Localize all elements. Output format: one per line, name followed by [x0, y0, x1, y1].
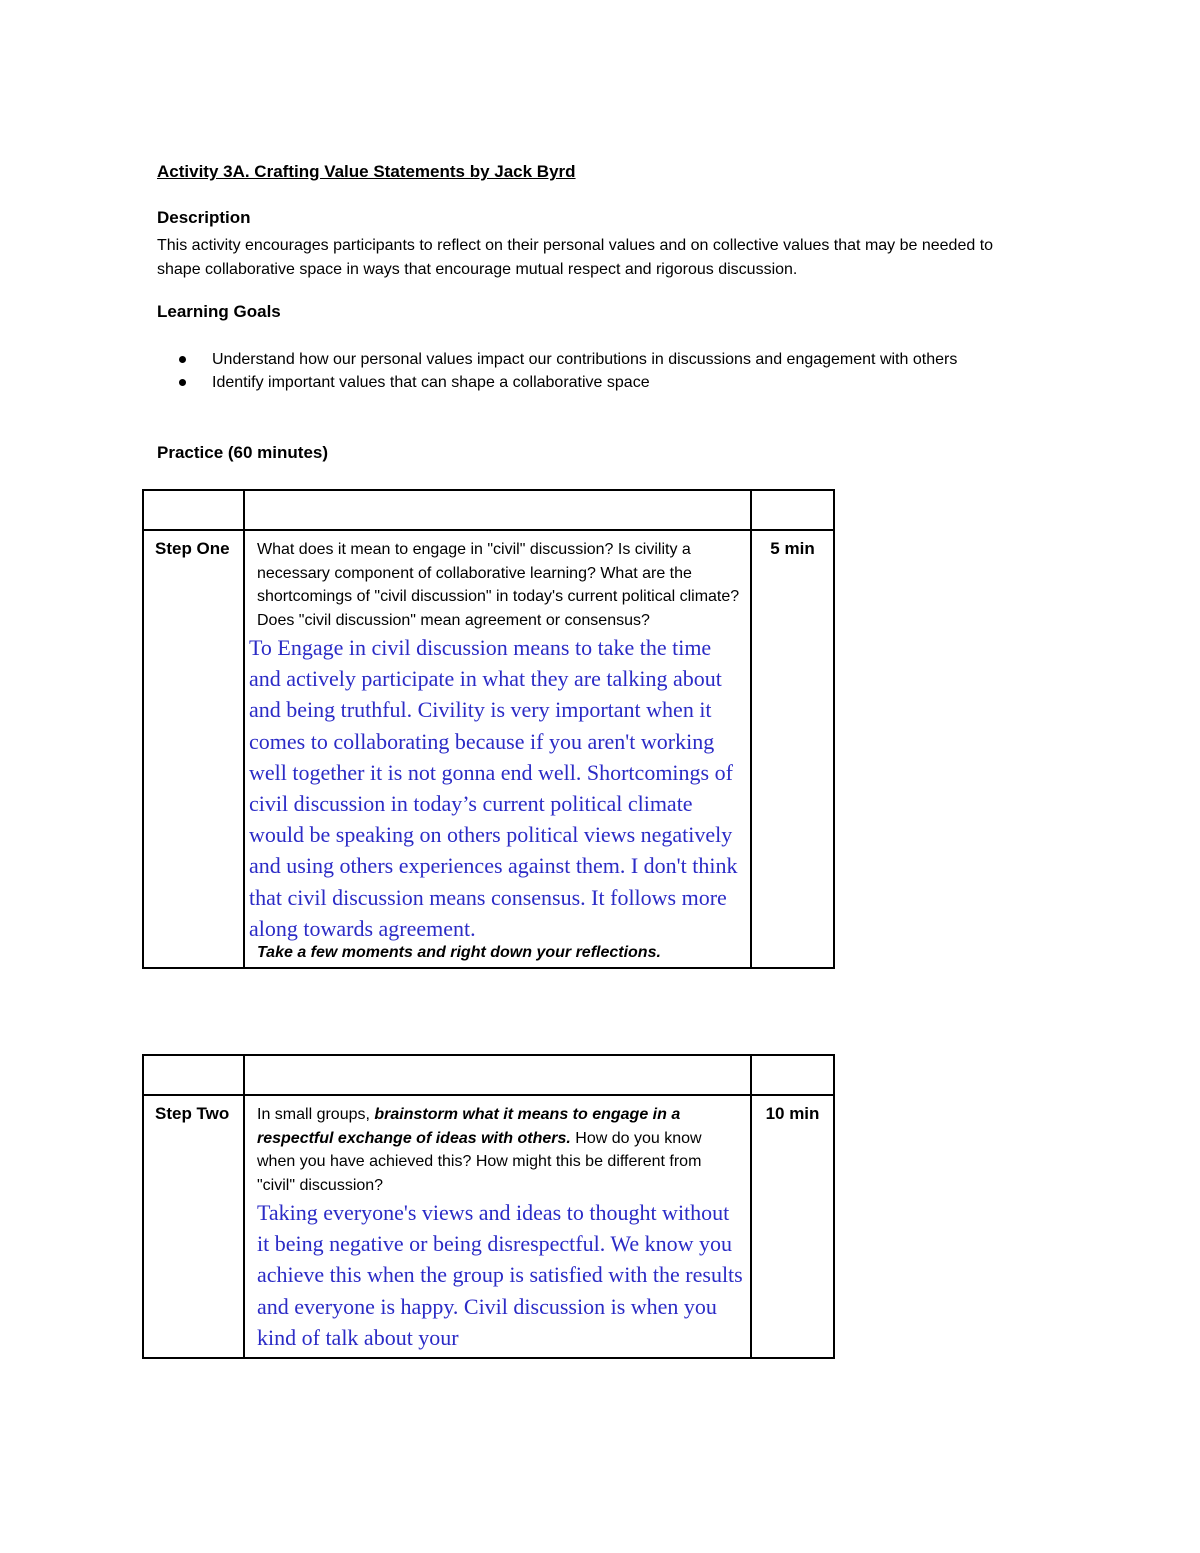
- step-label: Step One: [143, 530, 244, 968]
- step-answer: Taking everyone's views and ideas to thought without it being negative or being disrespectful. We know you achieve this when the group is satisfied with the results and everyone is happy. Civil discussion is when you kind of talk about your: [257, 1200, 743, 1350]
- prompt-lead: In small groups,: [257, 1106, 375, 1123]
- step-one-table: [142, 489, 835, 969]
- bullet-icon: [179, 379, 186, 386]
- step-content-cell: [244, 530, 751, 968]
- step-prompt: What does it mean to engage in "civil" discussion? Is civility a necessary component of collaborative learning? What are the shortcomings of "civil discussion" in today's current political climate? Does "civil discussion" mean agreement or consensus?: [257, 541, 740, 629]
- step-two-table: [142, 1054, 835, 1359]
- table-row: [143, 530, 834, 968]
- document-title: Activity 3A. Crafting Value Statements by Jack Byrd: [157, 162, 576, 181]
- step-duration: 5 min: [751, 530, 834, 968]
- table-row: [143, 1095, 834, 1358]
- step-answer: To Engage in civil discussion means to take the time and actively participate in what they are talking about and being truthful. Civility is very important when it comes to collaborating because if you aren't working well together it is not gonna end well. Shortcomings of civil discussion in today’s current political climate would be speaking on others political views negatively and using others experiences against them. I don't think that civil discussion means consensus. It follows more along towards agreement.: [249, 635, 738, 941]
- header-cell: [143, 490, 244, 530]
- header-cell: [143, 1055, 244, 1095]
- description-heading: Description: [157, 208, 251, 227]
- bullet-icon: [179, 356, 186, 363]
- table-header-row: [143, 490, 834, 530]
- learning-goal-text: Understand how our personal values impact our contributions in discussions and engagement with others: [212, 351, 958, 368]
- table-header-row: [143, 1055, 834, 1095]
- list-item: [157, 371, 1057, 394]
- header-cell: [244, 1055, 751, 1095]
- step-label: Step Two: [143, 1095, 244, 1358]
- prompt-rest: How do you know when you have achieved this? How might this be different from "civil" discussion?: [257, 1129, 702, 1194]
- header-cell: [751, 490, 834, 530]
- learning-goals-heading: Learning Goals: [157, 302, 281, 321]
- list-item: [157, 348, 1057, 371]
- prompt-emphasis: brainstorm what it means to engage in a respectful exchange of ideas with others.: [257, 1106, 681, 1147]
- step-closing-instruction: Take a few moments and right down your reflections.: [257, 944, 661, 962]
- description-text: This activity encourages participants to reflect on their personal values and on collective values that may be needed to shape collaborative space in ways that encourage mutual respect and rigorous discussion.: [157, 237, 994, 278]
- learning-goals-list: [157, 348, 1057, 394]
- practice-heading: Practice (60 minutes): [157, 443, 329, 462]
- header-cell: [244, 490, 751, 530]
- header-cell: [751, 1055, 834, 1095]
- step-prompt: [245, 1096, 750, 1197]
- step-duration: 10 min: [751, 1095, 834, 1358]
- step-content-cell: [244, 1095, 751, 1358]
- learning-goal-text: Identify important values that can shape a collaborative space: [212, 374, 650, 391]
